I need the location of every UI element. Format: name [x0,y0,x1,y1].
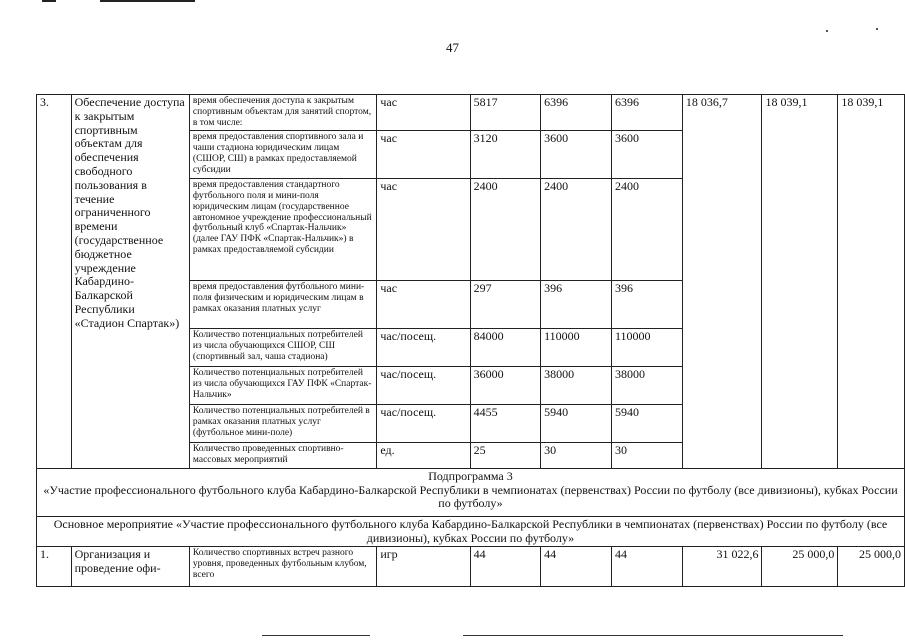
value-cell: 3600 [611,130,682,178]
unit-cell: ед. [377,442,470,468]
value-cell: 6396 [611,95,682,131]
value-cell: 396 [541,280,612,328]
indicator-cell: время предоставления спортивного зала и чаши стадиона юридическим лицам (СШОР, СШ) в рамках предоставляемой субсидии [189,130,376,178]
value-cell: 38000 [541,366,612,404]
value-cell: 84000 [470,328,541,366]
program-table [36,94,905,587]
value-cell: 44 [470,547,541,587]
value-cell: 110000 [541,328,612,366]
value-cell: 2400 [611,178,682,280]
finance-cell: 18 039,1 [762,95,838,469]
subprogram-title: Подпрограмма 3 [428,468,513,483]
finance-cell: 25 000,0 [838,547,905,587]
indicator-cell: Количество потенциальных потребителей в рамках оказания платных услуг (футбольное мини-поле) [189,404,376,442]
value-cell: 30 [611,442,682,468]
value-cell: 3600 [541,130,612,178]
unit-cell: час [377,130,470,178]
main-activity-row [37,516,905,547]
unit-cell: час/посещ. [377,404,470,442]
indicator-cell: Количество проведенных спортивно-массовых мероприятий [189,442,376,468]
scan-mark [463,635,843,636]
value-cell: 38000 [611,366,682,404]
value-cell: 5817 [470,95,541,131]
value-cell: 30 [541,442,612,468]
scan-mark [100,0,195,2]
value-cell: 25 [470,442,541,468]
indicator-cell: время обеспечения доступа к закрытым спортивным объектам для занятий спортом, в том числе: [189,95,376,131]
value-cell: 110000 [611,328,682,366]
subprogram-name: «Участие профессионального футбольного клуба Кабардино-Балкарской Республики в чемпионатах (первенствах) России по футболу (все дивизионы), кубках России по футболу» [43,482,898,511]
unit-cell: час [377,95,470,131]
value-cell: 4455 [470,404,541,442]
indicator-cell: время предоставления футбольного мини-поля физическим и юридическим лицам в рамках оказания платных услуг [189,280,376,328]
value-cell: 44 [611,547,682,587]
table-row [37,95,905,131]
value-cell: 5940 [611,404,682,442]
scan-mark [42,0,56,2]
indicator-cell: время предоставления стандартного футбольного поля и мини-поля юридическим лицам (государственное автономное учреждение профессиональный футбольный клуб «Спартак-Нальчик» (далее ГАУ ПФК «Спартак-Нальчик») в рамках предоставляемой субсидии [189,178,376,280]
unit-cell: час/посещ. [377,328,470,366]
value-cell: 5940 [541,404,612,442]
unit-cell: игр [377,547,470,587]
indicator-cell: Количество потенциальных потребителей из числа обучающихся СШОР, СШ (спортивный зал, чаша стадиона) [189,328,376,366]
section-number: 1. [37,547,72,587]
unit-cell: час [377,178,470,280]
unit-cell: час/посещ. [377,366,470,404]
value-cell: 396 [611,280,682,328]
subprogram-row [37,468,905,516]
value-cell: 3120 [470,130,541,178]
page-number: 47 [446,40,459,55]
value-cell: 297 [470,280,541,328]
unit-cell: час [377,280,470,328]
scan-dot [826,30,828,32]
subprogram-header [37,468,905,516]
activity-name: Организация и проведение офи- [71,547,189,587]
table-row [37,547,905,587]
section-number: 3. [37,95,72,469]
finance-cell: 31 022,6 [682,547,762,587]
value-cell: 44 [541,547,612,587]
value-cell: 36000 [470,366,541,404]
finance-cell: 25 000,0 [762,547,838,587]
main-activity: Основное мероприятие «Участие профессионального футбольного клуба Кабардино-Балкарской Республики в чемпионатах (первенствах) России по футболу (все дивизионы), кубках России по футболу» [37,516,905,547]
finance-cell: 18 039,1 [838,95,905,469]
value-cell: 2400 [470,178,541,280]
value-cell: 6396 [541,95,612,131]
scan-mark [262,635,370,636]
finance-cell: 18 036,7 [682,95,762,469]
activity-name: Обеспечение доступа к закрытым спортивным объектам для обеспечения свободного пользования в течение ограниченного времени (государственное бюджетное учреждение Кабардино-Балкарской Республики «Стадион Спартак») [71,95,189,469]
value-cell: 2400 [541,178,612,280]
indicator-cell: Количество потенциальных потребителей из числа обучающихся ГАУ ПФК «Спартак-Нальчик» [189,366,376,404]
indicator-cell: Количество спортивных встреч разного уровня, проведенных футбольным клубом, всего [189,547,376,587]
scan-dot [876,28,878,30]
